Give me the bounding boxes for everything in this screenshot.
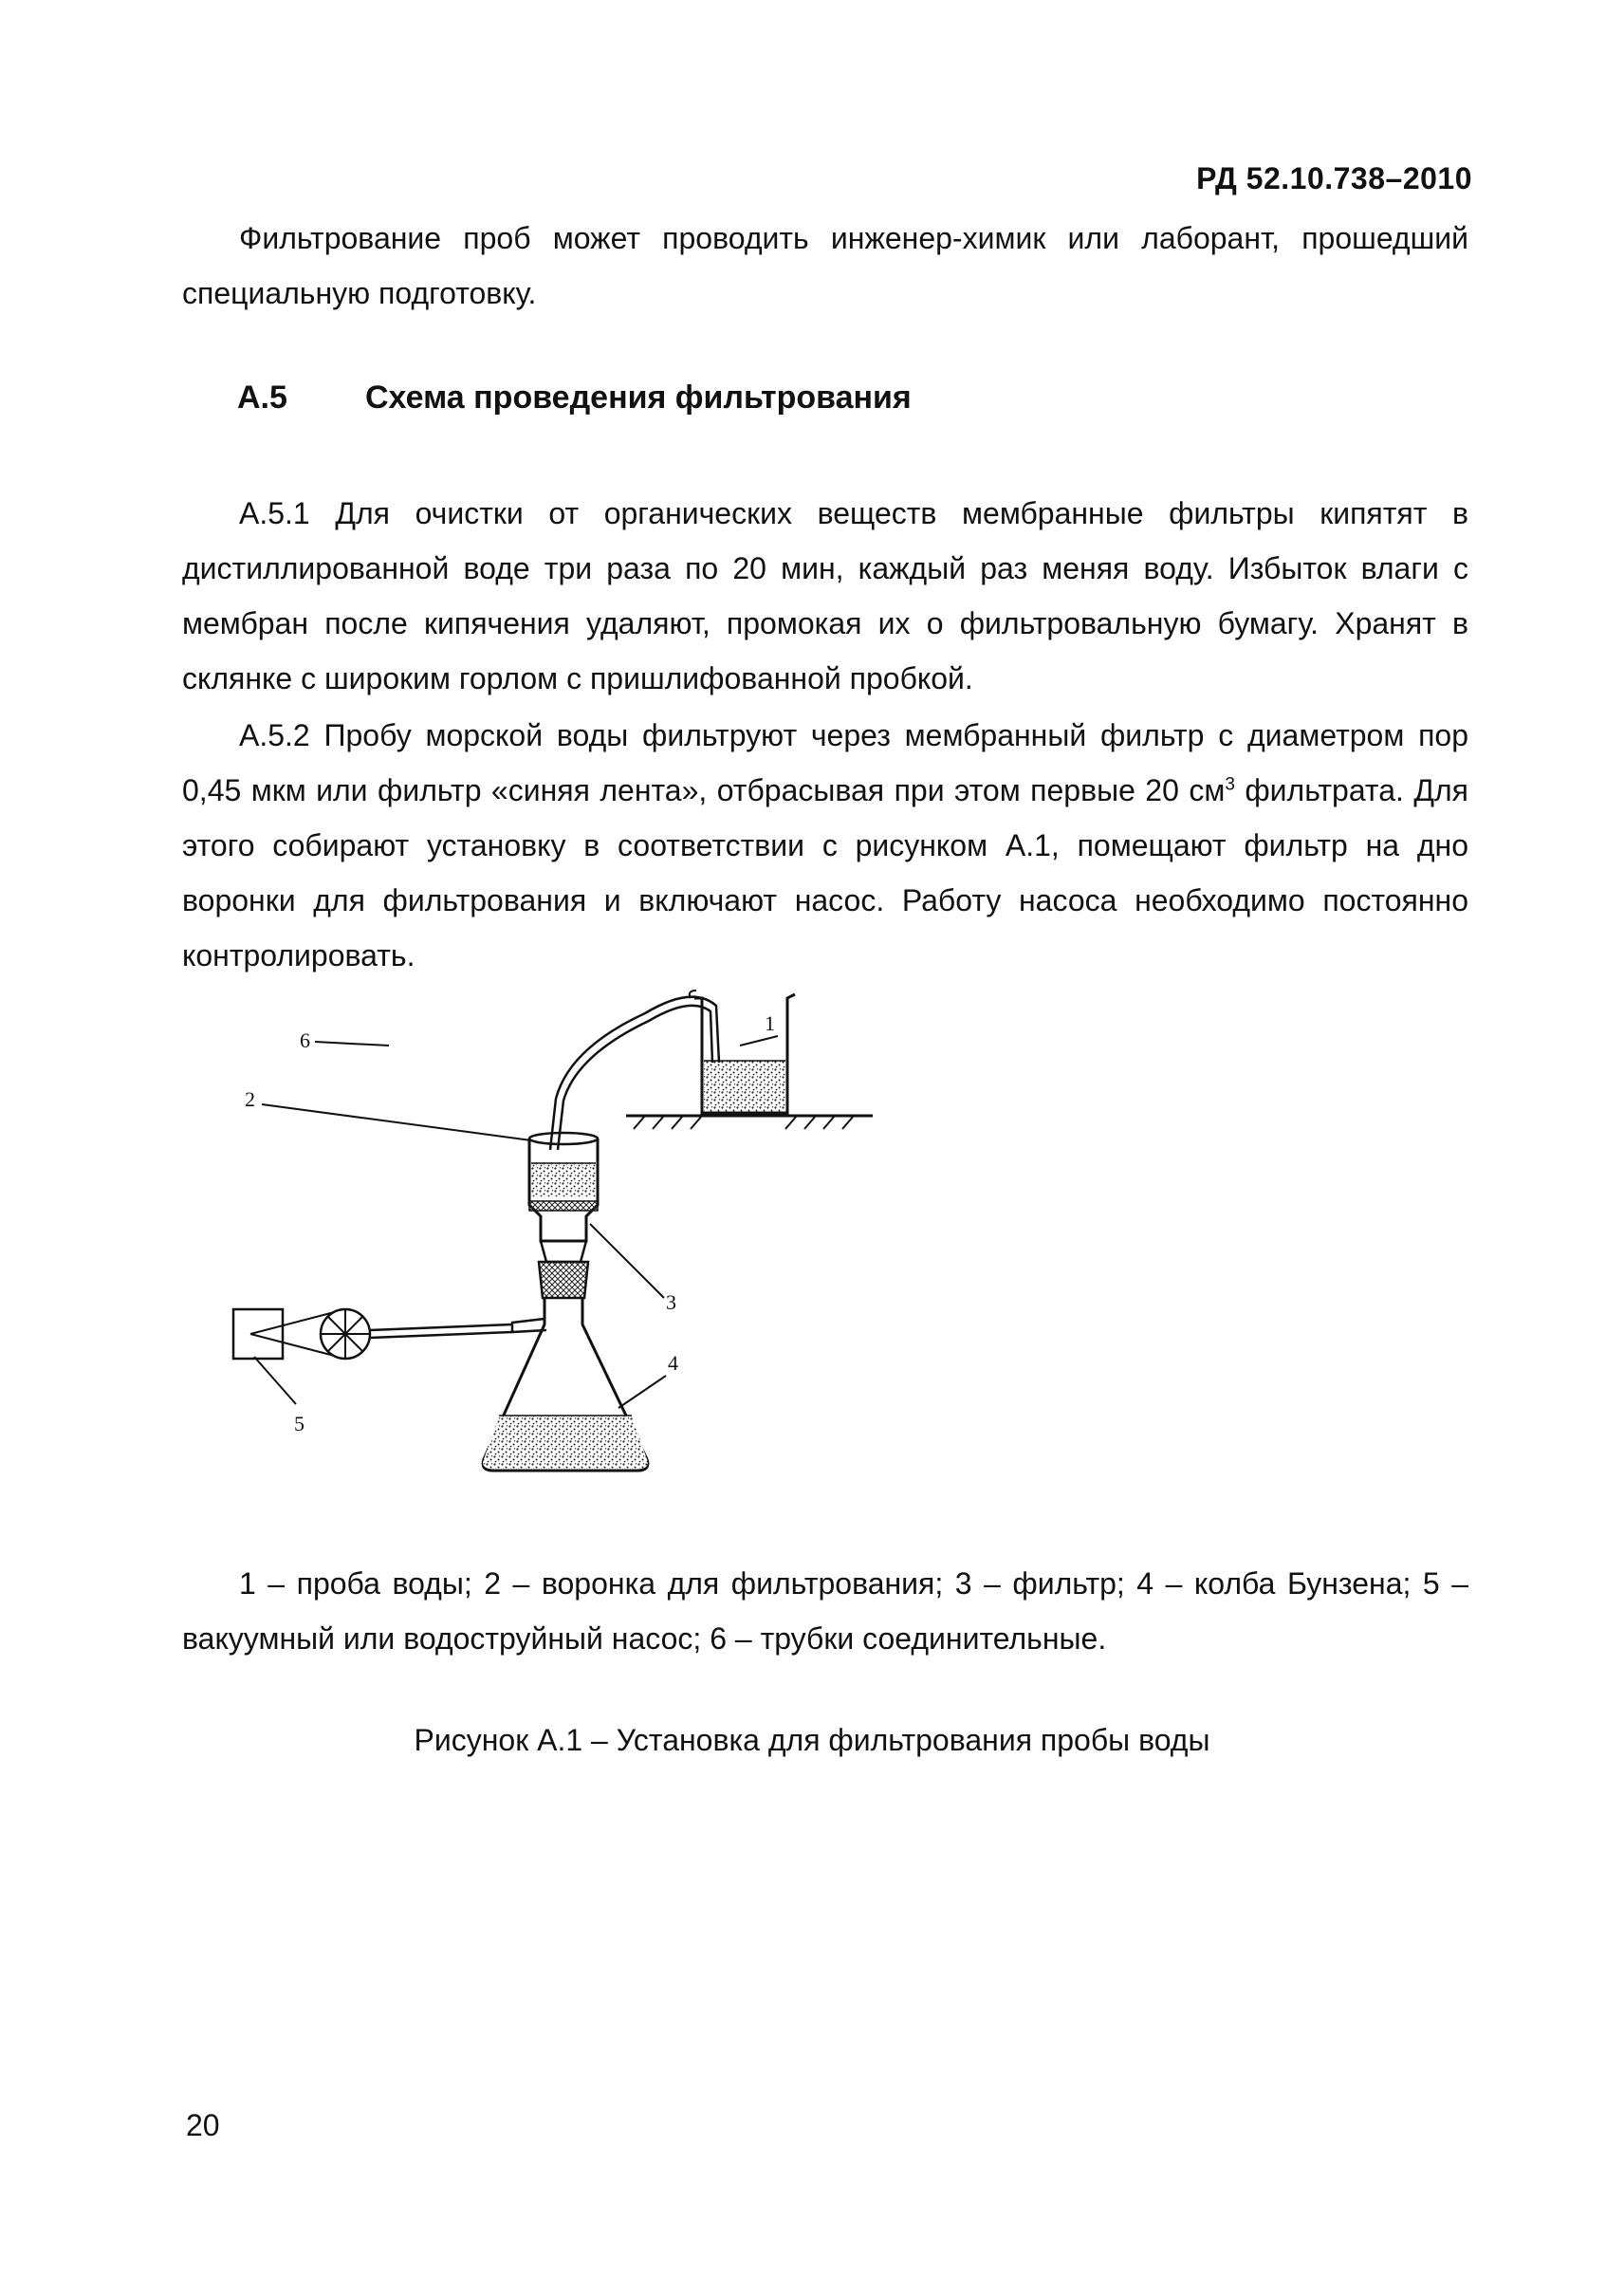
figure-caption: Рисунок А.1 – Установка для фильтрования пробы воды: [414, 1723, 1210, 1757]
vacuum-pump: [233, 1309, 512, 1359]
figure-legend: 1 – проба воды; 2 – воронка для фильтрования; 3 – фильтр; 4 – колба Бунзена; 5 – вакуумный или водоструйный насос; 6 – трубки соединительные.: [182, 1566, 1468, 1656]
callout-label-2: 2: [245, 1087, 255, 1111]
callout-label-5: 5: [294, 1412, 304, 1435]
intro-paragraph: Фильтрование проб может проводить инженер-химик или лаборант, прошедший специальную подготовку.: [182, 221, 1468, 310]
paragraph-a-5-2-text-end: фильтрата. Для этого собирают установку в соответствии с рисунком А.1, помещают фильтр на дно воронки для фильтрования и включают насос. Работу насоса необходимо постоянно контролировать.: [182, 773, 1469, 972]
section-number: А.5: [237, 380, 287, 416]
callout-label-6: 6: [300, 1028, 310, 1052]
callout-label-4: 4: [668, 1351, 678, 1375]
paragraph-a-5-2-text-start: А.5.2 Пробу морской воды фильтруют через мембранный фильтр с диаметром пор 0,45 мкм или фильтр «синяя лента», отбрасывая при этом первые 20 см: [182, 718, 1468, 807]
paragraph-a-5-1: А.5.1 Для очистки от органических веществ мембранные фильтры кипятят в дистиллированной воде три раза по 20 мин, каждый раз меняя воду. Избыток влаги с мембран после кипячения удаляют, промокая их о фильтровальную бумагу. Хранят в склянке с широким горлом с пришлифованной пробкой.: [182, 496, 1468, 695]
filtration-funnel: [529, 1133, 598, 1262]
document-code: РД 52.10.738–2010: [1196, 161, 1472, 195]
funnel-stopper: [539, 1262, 588, 1298]
section-title: Схема проведения фильтрования: [365, 380, 912, 416]
superscript-cubic: 3: [1225, 774, 1235, 795]
callout-label-3: 3: [666, 1290, 676, 1314]
page-number: 20: [186, 2108, 220, 2142]
callout-label-1: 1: [765, 1011, 775, 1035]
ground-surface: [626, 1116, 873, 1129]
section-heading: [237, 380, 912, 417]
paragraph-a-5-2: [182, 708, 1468, 983]
filtration-apparatus-diagram: [228, 977, 892, 1518]
